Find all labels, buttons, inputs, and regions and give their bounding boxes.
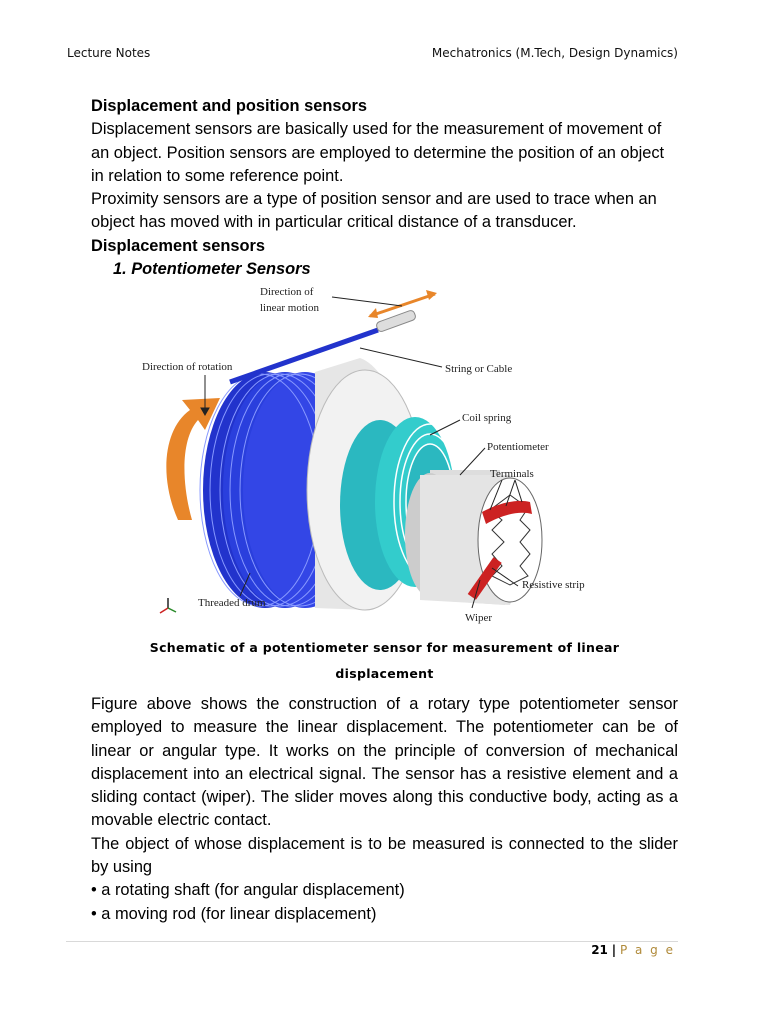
paragraph-construction: Figure above shows the construction of a rotary type potentiometer sensor employed to measure the linear displacement. The potentiometer can be of linear or angular type. It works on the principle of conversion of mechanical displacement into an electrical signal. The sensor has a resistive element and a sliding contact (wiper). The slider moves along this conductive body, acting as a movable electric contact. bbox=[91, 695, 678, 830]
subheading-potentiometer: 1. Potentiometer Sensors bbox=[113, 260, 311, 279]
label-resistive-strip: Resistive strip bbox=[522, 579, 585, 591]
section-description bbox=[91, 693, 678, 926]
label-string-cable: String or Cable bbox=[445, 363, 513, 375]
page-word: P a g e bbox=[619, 943, 675, 957]
axis-triad bbox=[160, 598, 176, 613]
label-direction-rotation: Direction of rotation bbox=[142, 361, 233, 373]
heading-displacement-sensors: Displacement sensors bbox=[91, 236, 265, 255]
label-direction-linear-1: Direction of bbox=[260, 286, 314, 298]
bullet-moving-rod: • a moving rod (for linear displacement) bbox=[91, 904, 377, 923]
paragraph-displacement: Displacement sensors are basically used for the measurement of movement of an object. Position sensors are employed to determine the position of an object in relation to some reference point. bbox=[91, 120, 665, 185]
label-terminals: Terminals bbox=[490, 468, 534, 480]
label-direction-linear-2: linear motion bbox=[260, 302, 319, 314]
heading-displacement-position: Displacement and position sensors bbox=[91, 97, 367, 115]
header-right: Mechatronics (M.Tech, Design Dynamics) bbox=[431, 46, 678, 60]
bullet-rotating-shaft: • a rotating shaft (for angular displacement) bbox=[91, 881, 405, 900]
label-potentiometer: Potentiometer bbox=[487, 441, 549, 453]
label-threaded-drum: Threaded drum bbox=[198, 597, 266, 609]
page-number: 21 bbox=[591, 943, 608, 957]
figure-caption-line2: displacement bbox=[335, 666, 434, 681]
label-coil-spring: Coil spring bbox=[462, 412, 512, 424]
header-left: Lecture Notes bbox=[67, 46, 151, 60]
page-separator: | bbox=[611, 943, 617, 957]
footer-divider bbox=[66, 941, 678, 942]
label-wiper: Wiper bbox=[465, 612, 493, 624]
figure-caption-line1: Schematic of a potentiometer sensor for measurement of linear bbox=[149, 640, 620, 655]
paragraph-proximity: Proximity sensors are a type of position sensor and are used to trace when an object has moved with in particular critical distance of a transducer. bbox=[91, 190, 657, 232]
section-intro bbox=[91, 95, 678, 281]
potentiometer-figure bbox=[130, 280, 600, 625]
paragraph-connection: The object of whose displacement is to be measured is connected to the slider by using bbox=[91, 834, 678, 877]
page-footer bbox=[591, 943, 675, 957]
